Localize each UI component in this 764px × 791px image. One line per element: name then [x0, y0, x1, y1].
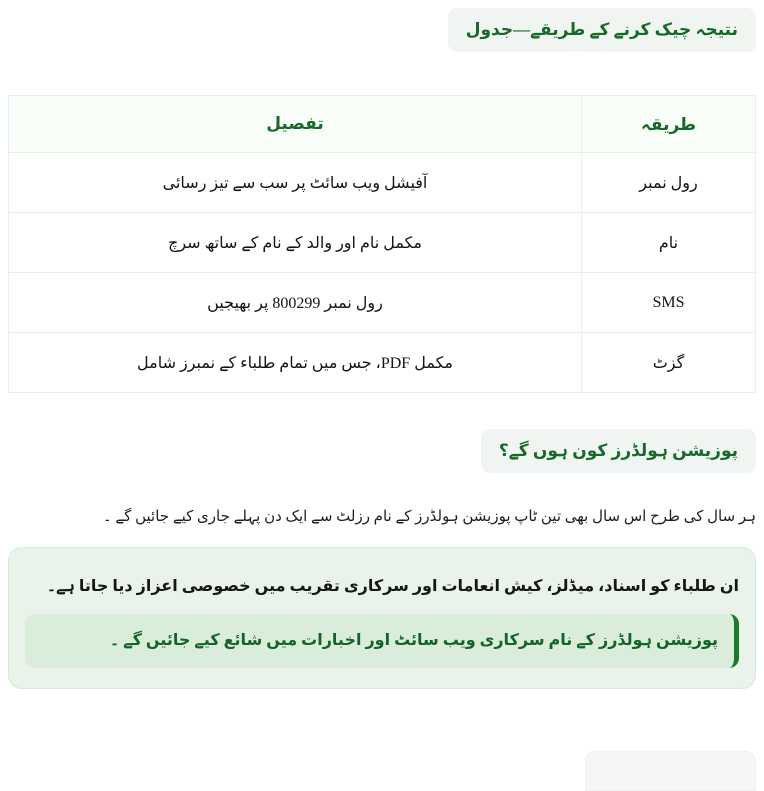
method-cell: رول نمبر — [582, 153, 756, 213]
table-row — [9, 273, 756, 333]
table-row — [9, 153, 756, 213]
table-row — [9, 333, 756, 393]
method-cell: گزٹ — [582, 333, 756, 393]
section-heading-row — [8, 8, 756, 52]
next-section-badge-partial — [585, 751, 756, 791]
table-header-row — [9, 96, 756, 153]
detail-cell: مکمل PDF، جس میں تمام طلباء کے نمبرز شامل — [9, 333, 582, 393]
section-heading-row — [8, 429, 756, 473]
table-body — [9, 153, 756, 393]
honors-callout-text: ان طلباء کو اسناد، میڈلز، کیش انعامات اور سرکاری تقریب میں خصوصی اعزاز دیا جاتا ہے۔ — [46, 578, 739, 596]
column-header-detail: تفصیل — [9, 96, 582, 153]
method-cell: نام — [582, 213, 756, 273]
position-holders-paragraph: ہر سال کی طرح اس سال بھی تین ٹاپ پوزیشن ہولڈرز کے نام رزلٹ سے ایک دن پہلے جاری کیے جائیں گے ۔ — [102, 509, 756, 526]
result-check-article-page — [0, 8, 764, 758]
detail-cell: مکمل نام اور والد کے نام کے ساتھ سرچ — [9, 213, 582, 273]
section-badge-result-check-methods: نتیجہ چیک کرنے کے طریقے—جدول — [448, 8, 756, 52]
table-header — [9, 96, 756, 153]
section-badge-position-holders: پوزیشن ہولڈرز کون ہوں گے؟ — [481, 429, 756, 473]
detail-cell: آفیشل ویب سائٹ پر سب سے تیز رسائی — [9, 153, 582, 213]
publication-highlight-box: پوزیشن ہولڈرز کے نام سرکاری ویب سائٹ اور اخبارات میں شائع کیے جائیں گے ۔ — [25, 614, 739, 668]
table-row — [9, 213, 756, 273]
result-check-methods-table — [8, 95, 756, 393]
honors-callout-box — [8, 547, 756, 689]
article-content — [0, 8, 764, 689]
detail-cell: رول نمبر 800299 پر بھیجیں — [9, 273, 582, 333]
column-header-method: طریقہ — [582, 96, 756, 153]
method-cell: SMS — [582, 273, 756, 333]
